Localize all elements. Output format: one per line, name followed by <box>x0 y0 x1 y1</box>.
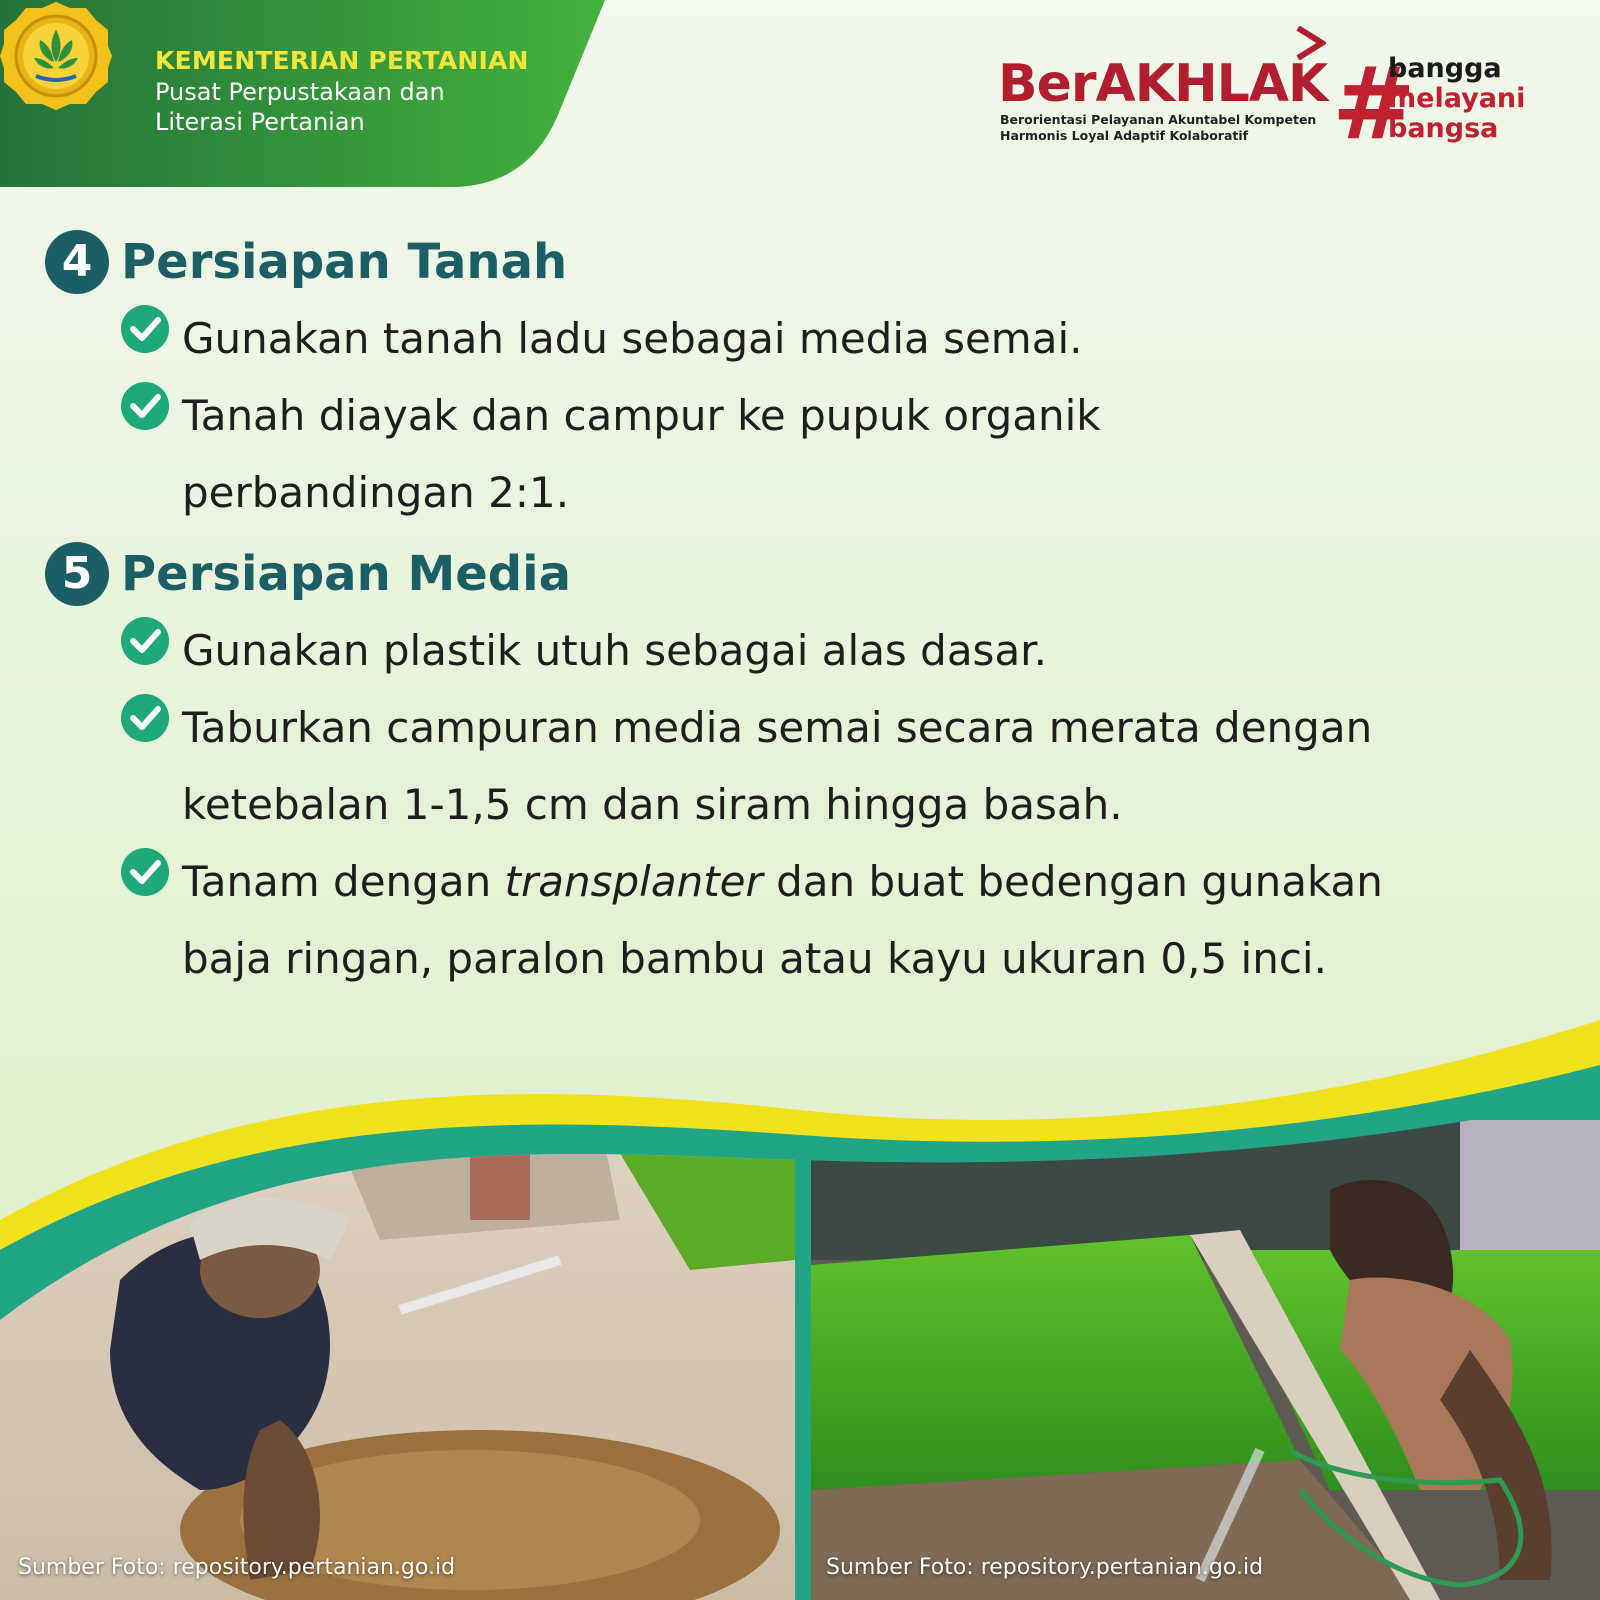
photo-credit-right: Sumber Foto: repository.pertanian.go.id <box>826 1555 1264 1580</box>
list-item <box>120 843 1570 997</box>
section-persiapan-tanah <box>45 230 567 294</box>
berakhlak-logo <box>998 26 1333 146</box>
item-text: Taburkan campuran media semai secara merata dengan ketebalan 1-1,5 cm dan siram hingga basah. <box>182 703 1373 829</box>
berakhlak-wordmark: BerAKHLAK <box>998 54 1328 114</box>
photo-credit-left: Sumber Foto: repository.pertanian.go.id <box>18 1555 456 1580</box>
photo-right <box>811 1120 1600 1600</box>
list-item <box>120 377 1570 531</box>
item-text-before: Tanam dengan <box>182 857 505 906</box>
hashtag-word-3: bangsa <box>1388 113 1499 144</box>
list-item <box>120 612 1570 689</box>
section-title: Persiapan Media <box>121 546 571 602</box>
photo-strip <box>0 1020 1600 1600</box>
hashtag-logo <box>1332 45 1562 162</box>
berakhlak-tagline: Berorientasi Pelayanan Akuntabel Kompeten Harmonis Loyal Adaptif Kolaboratif <box>1000 112 1317 143</box>
kementan-logo <box>0 0 112 112</box>
list-item <box>120 689 1570 843</box>
section-number: 5 <box>45 542 109 606</box>
org-unit: Pusat Perpustakaan dan Literasi Pertanian <box>155 78 445 136</box>
section-title: Persiapan Tanah <box>121 234 568 290</box>
org-name: KEMENTERIAN PERTANIAN <box>155 46 529 75</box>
hashtag-word-2: melayani <box>1388 83 1526 114</box>
list-item <box>120 300 1570 377</box>
section-persiapan-media <box>45 542 571 606</box>
check-circle-icon <box>120 381 170 431</box>
check-circle-icon <box>120 847 170 897</box>
header-banner <box>0 0 610 187</box>
hashtag-word-1: bangga <box>1388 53 1502 84</box>
item-text-emphasis: transplanter <box>504 857 763 906</box>
item-text: Gunakan plastik utuh sebagai alas dasar. <box>182 626 1047 675</box>
hash-symbol: # <box>1332 45 1416 162</box>
item-text: Tanah diayak dan campur ke pupuk organik perbandingan 2:1. <box>182 391 1101 517</box>
check-circle-icon <box>120 304 170 354</box>
check-circle-icon <box>120 693 170 743</box>
item-text-after: dan buat bedengan gunakan baja ringan, paralon bambu atau kayu ukuran 0,5 inci. <box>182 857 1383 983</box>
item-text: Gunakan tanah ladu sebagai media semai. <box>182 314 1083 363</box>
item-text <box>182 843 1392 997</box>
section-number: 4 <box>45 230 109 294</box>
check-circle-icon <box>120 616 170 666</box>
